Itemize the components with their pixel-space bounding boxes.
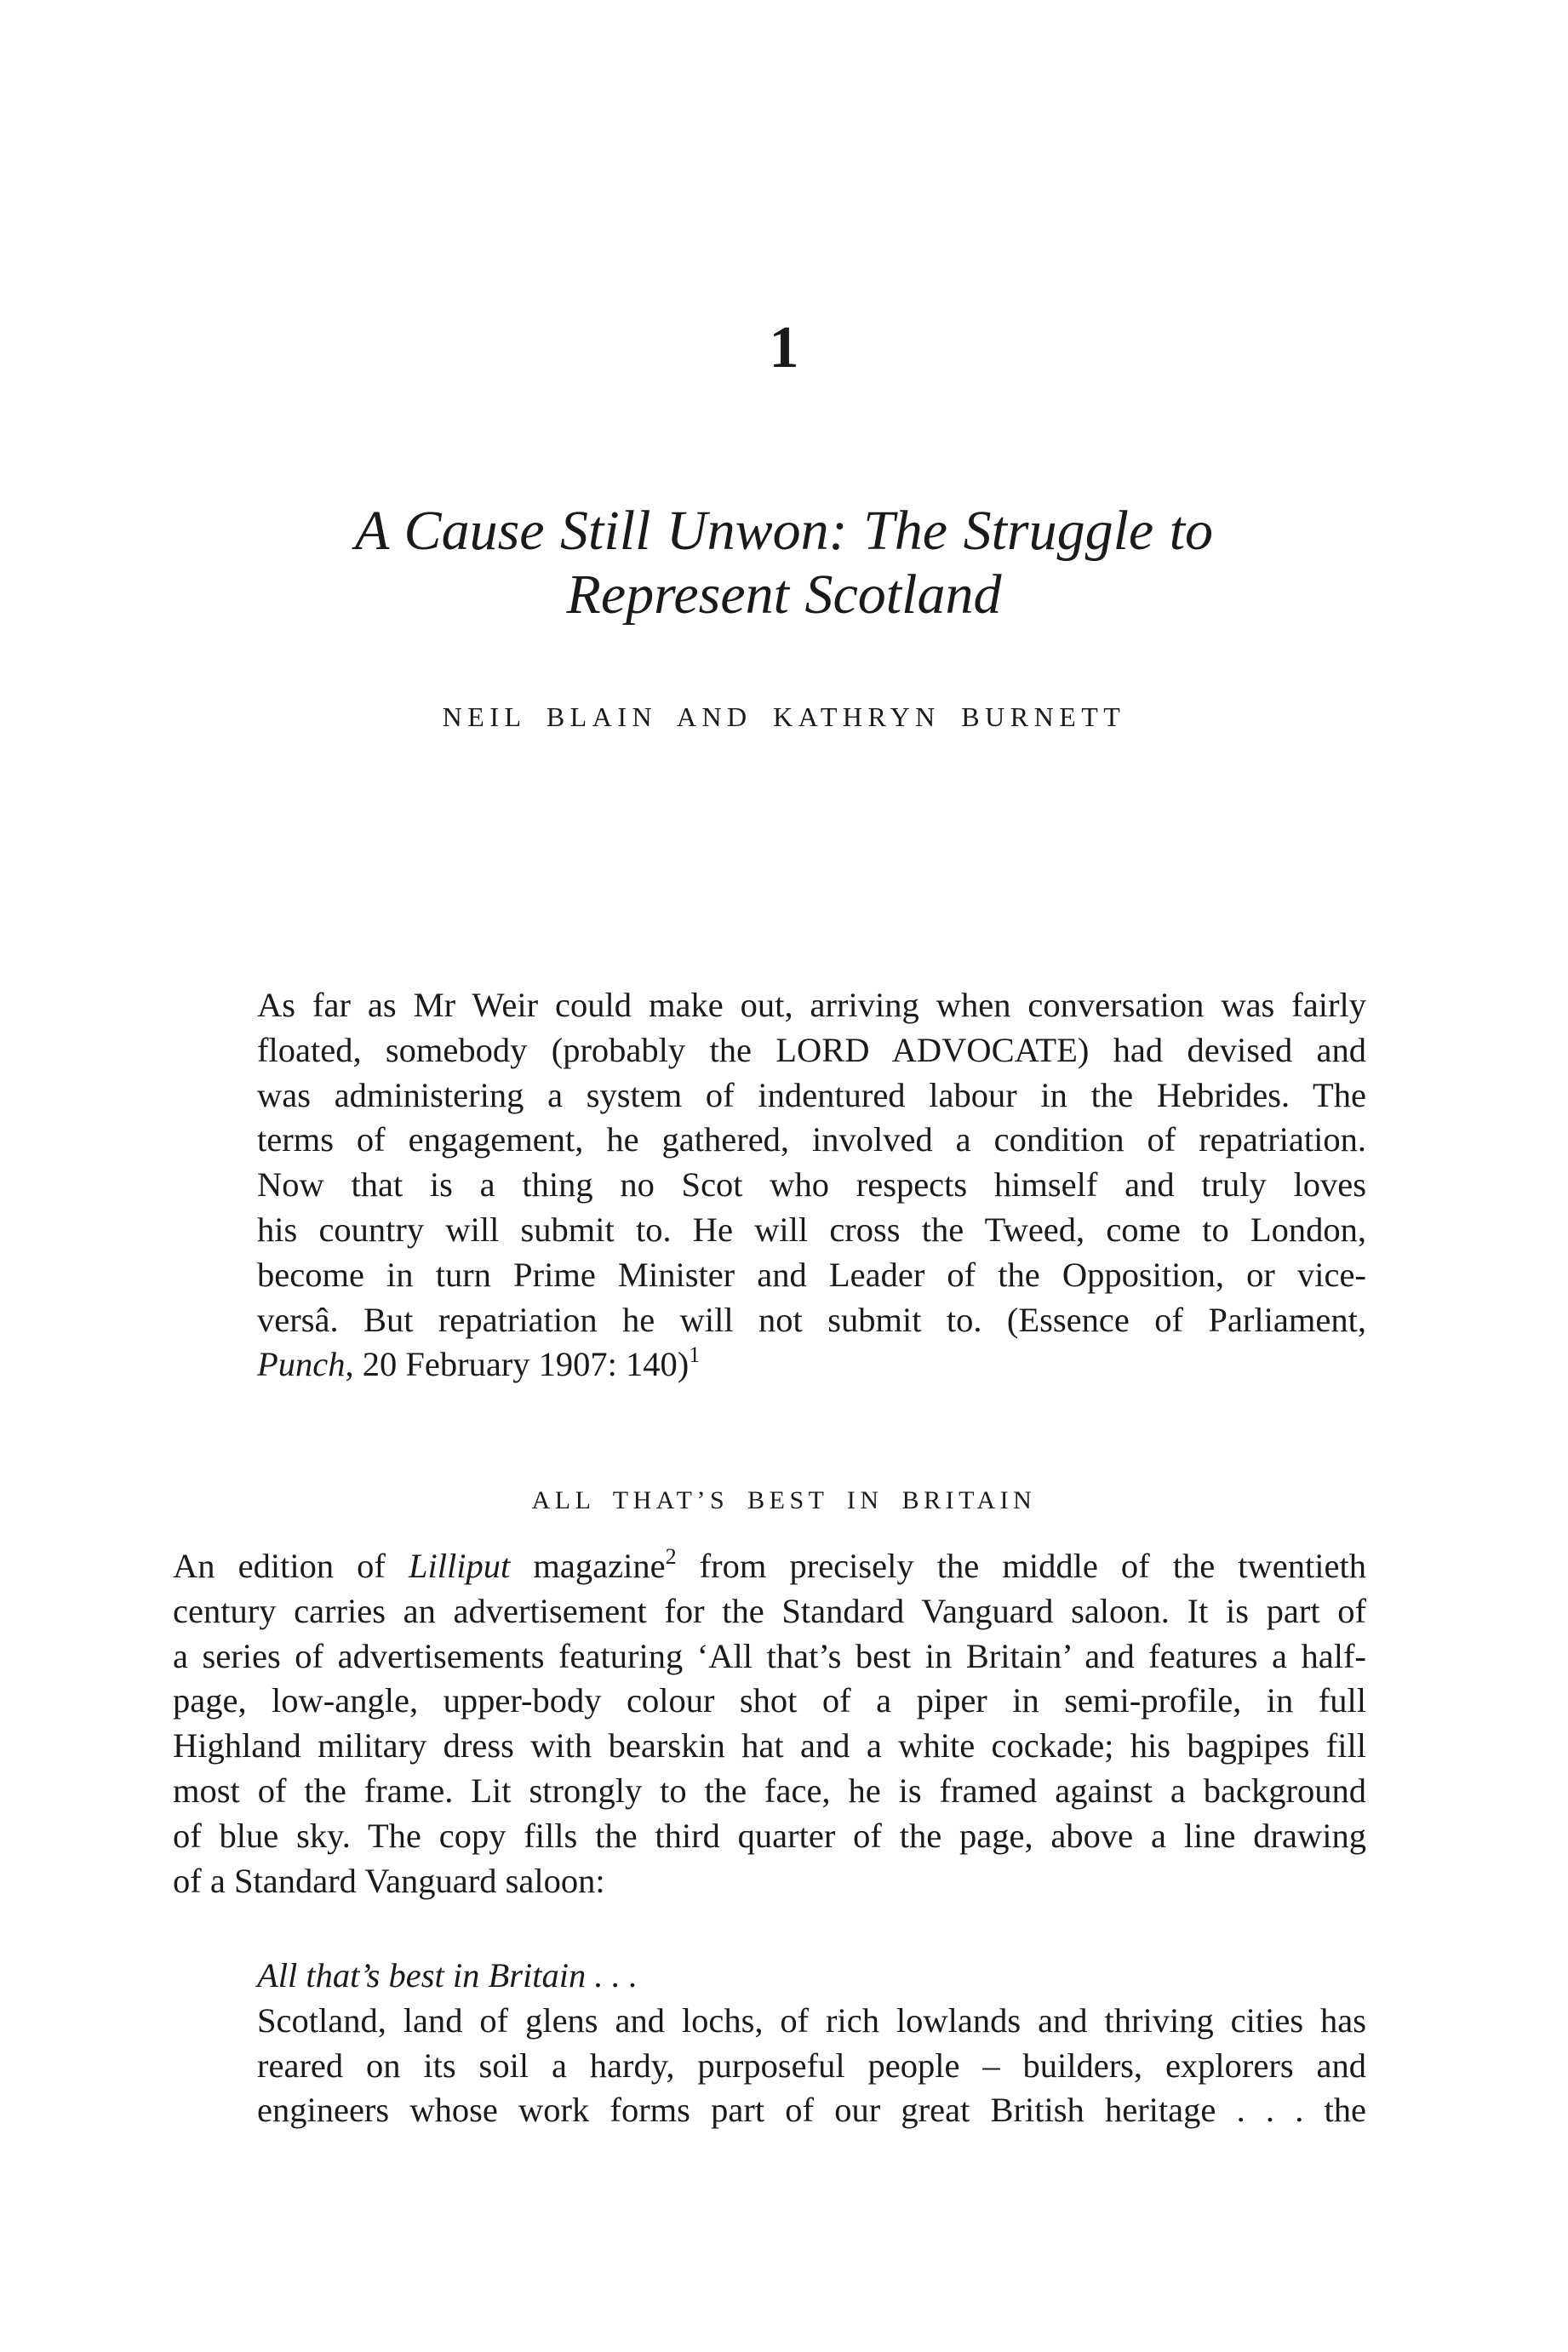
chapter-title-line-1: A Cause Still Unwon: The Struggle to xyxy=(354,500,1214,562)
body-line xyxy=(173,1544,1366,1589)
quote-line: Scotland, land of glens and lochs, of rich lowlands and thriving cities has xyxy=(257,2000,1366,2040)
body-line: page, low-angle, upper-body colour shot of a piper in semi-profile, in full xyxy=(173,1681,1366,1720)
quote-line: reared on its soil a hardy, purposeful people – builders, explorers and xyxy=(257,2046,1366,2085)
epigraph-line: terms of engagement, he gathered, involved a condition of repatriation. xyxy=(257,1120,1366,1159)
body-line: of blue sky. The copy fills the third quarter of the page, above a line drawing xyxy=(173,1816,1366,1855)
body-text: An edition of xyxy=(173,1547,409,1585)
chapter-authors: NEIL BLAIN AND KATHRYN BURNETT xyxy=(442,701,1126,732)
quote-line: engineers whose work forms part of our great British heritage . . . the xyxy=(257,2091,1366,2130)
epigraph-source-title: Punch xyxy=(257,1345,346,1384)
epigraph-line: was administering a system of indentured labour in the Hebrides. The xyxy=(257,1075,1366,1114)
epigraph xyxy=(257,983,1366,1388)
footnote-ref-1[interactable]: 1 xyxy=(689,1342,701,1368)
chapter-number: 1 xyxy=(769,315,799,381)
magazine-title: Lilliput xyxy=(409,1547,511,1585)
body-line: Highland military dress with bearskin hat and a white cockade; his bagpipes fill xyxy=(173,1726,1366,1765)
footnote-ref-2[interactable]: 2 xyxy=(665,1544,677,1569)
body-text: magazine xyxy=(510,1547,666,1585)
body-text: from precisely the middle of the twentieth xyxy=(676,1547,1366,1585)
epigraph-line: Now that is a thing no Scot who respects himself and truly loves xyxy=(257,1165,1366,1205)
epigraph-line: versâ. But repatriation he will not submit to. (Essence of Parliament, xyxy=(257,1300,1366,1339)
advertisement-quote xyxy=(257,1954,1366,2133)
epigraph-source-line xyxy=(257,1342,1366,1388)
epigraph-source-detail: , 20 February 1907: 140) xyxy=(345,1345,690,1384)
body-paragraph xyxy=(173,1544,1366,1903)
chapter-title xyxy=(0,499,1568,627)
epigraph-line: become in turn Prime Minister and Leader of the Opposition, or vice- xyxy=(257,1255,1366,1294)
body-line: century carries an advertisement for the Standard Vanguard saloon. It is part of xyxy=(173,1591,1366,1630)
epigraph-line: floated, somebody (probably the LORD ADVOCATE) had devised and xyxy=(257,1030,1366,1069)
chapter-title-line-2: Represent Scotland xyxy=(566,564,1002,626)
epigraph-line: As far as Mr Weir could make out, arriving when conversation was fairly xyxy=(257,986,1366,1024)
epigraph-line: his country will submit to. He will cross the Tweed, come to London, xyxy=(257,1210,1366,1249)
body-line: a series of advertisements featuring ‘All that’s best in Britain’ and features a half- xyxy=(173,1636,1366,1675)
body-line: of a Standard Vanguard saloon: xyxy=(173,1861,605,1900)
section-heading: ALL THAT’S BEST IN BRITAIN xyxy=(531,1486,1037,1514)
body-line: most of the frame. Lit strongly to the face, he is framed against a background xyxy=(173,1771,1366,1810)
quote-lead: All that’s best in Britain . . . xyxy=(257,1956,638,1994)
